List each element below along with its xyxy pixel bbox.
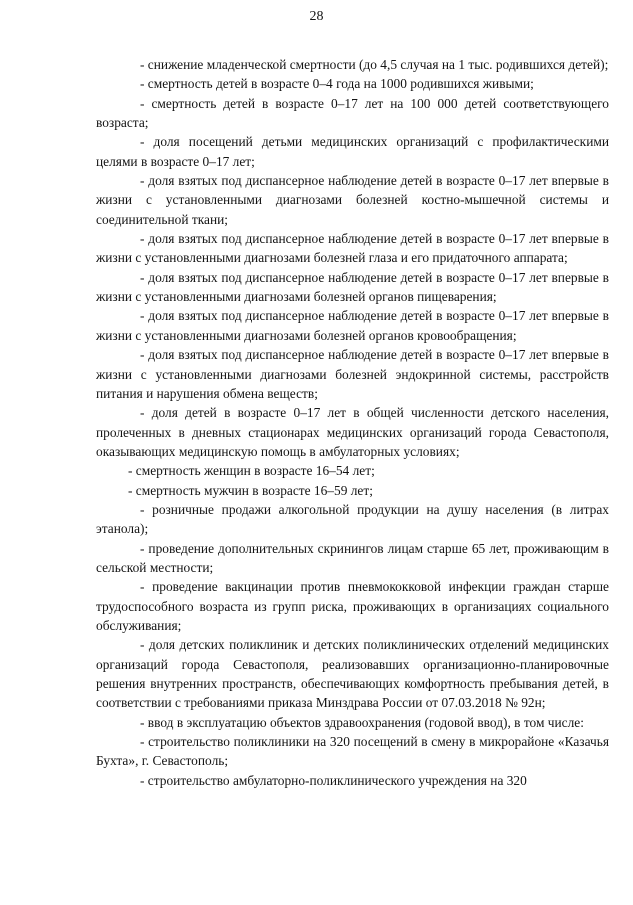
list-item-mortality-0-4: - смертность детей в возрасте 0–4 года на 1000 родившихся живыми; bbox=[140, 76, 534, 92]
list-item-mortality-0-17: - смертность детей в возрасте 0–17 лет на 100 000 детей соответствующего возраста; bbox=[96, 95, 609, 131]
list-item-alcohol-sales: - розничные продажи алкогольной продукции на душу населения (в литрах этанола); bbox=[96, 501, 609, 537]
list-item-male-mortality: - смертность мужчин в возрасте 16–59 лет; bbox=[128, 482, 373, 498]
list-item-digestive: - доля взятых под диспансерное наблюдение детей в возрасте 0–17 лет впервые в жизни с установленными диагнозами болезней органов пищеварения; bbox=[96, 269, 609, 305]
list-item-polyclinic-construction: - строительство поликлиники на 320 посещений в смену в микрорайоне «Казачья Бухта», г. Севастополь; bbox=[96, 734, 609, 769]
list-item-musculoskeletal: - доля взятых под диспансерное наблюдение детей в возрасте 0–17 лет впервые в жизни с установленными диагнозами болезней костно-мышечной системы и соединительной ткани; bbox=[96, 173, 609, 227]
list-item-endocrine: - доля взятых под диспансерное наблюдение детей в возрасте 0–17 лет впервые в жизни с установленными диагнозами болезней эндокринной системы, расстройств питания и нарушения обмена веществ; bbox=[96, 347, 609, 401]
list-item-vaccination: - проведение вакцинации против пневмококковой инфекции граждан старше трудоспособного возраста из групп риска, проживающих в организациях социального обслуживания; bbox=[96, 579, 609, 633]
list-item-infant-mortality: - снижение младенческой смертности (до 4,5 случая на 1 тыс. родившихся детей); bbox=[140, 57, 609, 72]
list-item-eye-diseases: - доля взятых под диспансерное наблюдение детей в возрасте 0–17 лет впервые в жизни с установленными диагнозами болезней глаза и его придаточного аппарата; bbox=[96, 231, 609, 266]
page-number: 28 bbox=[309, 9, 324, 24]
list-item-circulatory: - доля взятых под диспансерное наблюдение детей в возрасте 0–17 лет впервые в жизни с установленными диагнозами болезней органов кровообращения; bbox=[96, 308, 609, 343]
list-item-screenings: - проведение дополнительных скринингов лицам старше 65 лет, проживающим в сельской местности; bbox=[96, 540, 609, 575]
list-item-female-mortality: - смертность женщин в возрасте 16–54 лет; bbox=[128, 463, 375, 479]
document-body bbox=[96, 55, 609, 790]
list-item-outpatient-construction: - строительство амбулаторно-поликлинического учреждения на 320 bbox=[140, 772, 527, 788]
list-item-day-hospitals: - доля детей в возрасте 0–17 лет в общей численности детского населения, пролеченных в дневных стационарах медицинских организаций города Севастополя, оказывающих медицинскую помощь в амбулаторных условиях; bbox=[96, 405, 609, 459]
list-item-facility-commissioning: - ввод в эксплуатацию объектов здравоохранения (годовой ввод), в том числе: bbox=[140, 714, 584, 730]
list-item-children-polyclinics: - доля детских поликлиник и детских поликлинических отделений медицинских организаций города Севастополя, реализовавших организационно-планировочные решения внутренних пространств, обеспечивающих комфортность пребывания детей, в соответствии с требованиями приказа Минздрава России от 07.03.2018 № 92н; bbox=[96, 637, 609, 711]
list-item-preventive-visits: - доля посещений детьми медицинских организаций с профилактическими целями в возрасте 0–17 лет; bbox=[96, 134, 609, 169]
